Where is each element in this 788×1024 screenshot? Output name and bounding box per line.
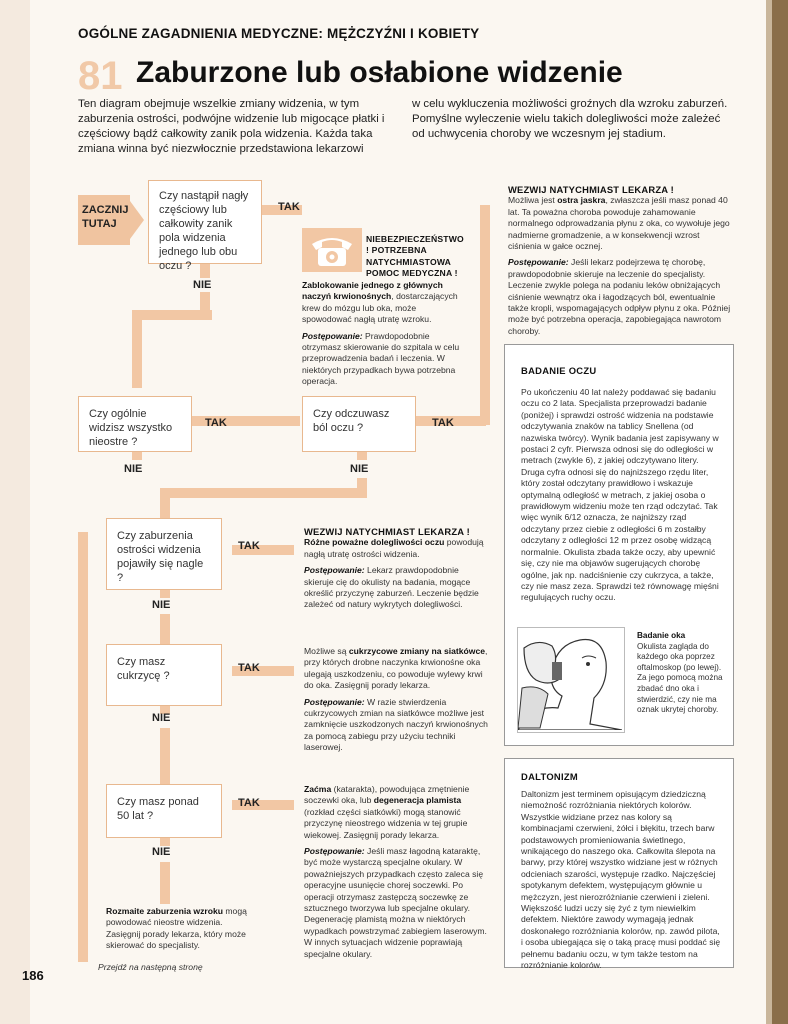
color-blindness-text: Daltonizm jest terminem opisującym dziedziczną niemożność rozróżniania niektórych kolorów. Wszystkie widziane przez nas kolory są kombinacjami czerwieni, żółci i błękitu, trzech barw podstawowych promieniowania świetlnego, wnikającego do naszego oka. Całkowita ślepota na barwy, przy której wszystko widziane jest w różnych odcieniach szarości, występuje rzadko. Najczęściej spotykanym defektem, występującym głównie u mężczyzn, jest nierozróżnianie czerwieni i zieleni. Większość ludzi uczy się żyć z tym niewielkim defektem. Niektóre zawody wymagają jednak doskonałego rozróżniania kolorów, np. zawód pilota, i osoba ubiegająca się o taką pracę musi poddać się pełnemu badaniu oczu, w tym także testom na rozróżnianie kolorów. — [521, 789, 721, 971]
yes-label: TAK — [238, 540, 260, 552]
glaucoma-text: WEZWIJ NATYCHMIAST LEKARZA ! Możliwa jest ostra jaskra, zwłaszcza jeśli masz ponad 40 lat. Ta poważna choroba powoduje zahamowanie normalnego odprowadzania płynu z oka, co wywołuje jego nadmierne gromadzenie, a w konsekwencji wzrost ciśnienia w gałce ocznej. Postępowanie: Jeśli lekarz podejrzewa tę chorobę, prawdopodobnie skieruje na leczenie do specjalisty. Leczenie zwykle polega na podaniu leków obniżających ciśnienie wewnątrz oka i łagodzących ból, ewentualnie także kropli, wspomagających odpływ płynu z oka. Później może być potrzebna operacja, zapobiegająca nawrotom choroby. — [508, 184, 734, 337]
yes-label: TAK — [238, 662, 260, 674]
eye-exam-illustration — [517, 627, 625, 733]
connector-path — [160, 862, 170, 904]
question-blurry: Czy ogólnie widzisz wszystko nieostre ? — [78, 396, 192, 452]
connector-no-q2 — [132, 452, 142, 460]
question-eye-pain: Czy odczuwasz ból oczu ? — [302, 396, 416, 452]
next-page-note: Przejdź na następną stronę — [98, 962, 203, 972]
question-over-50: Czy masz ponad 50 lat ? — [106, 784, 222, 838]
question-sudden: Czy zaburzenia ostrości widzenia pojawiły się nagle ? — [106, 518, 222, 590]
no-label: NIE — [152, 712, 171, 724]
page-title: Zaburzone lub osłabione widzenie — [136, 56, 623, 89]
connector-path — [160, 488, 170, 518]
color-blindness-panel — [504, 758, 734, 971]
connector-no-q3 — [357, 452, 367, 460]
eye-exam-heading: BADANIE OCZU — [521, 365, 597, 376]
diabetes-text: Możliwe są cukrzycowe zmiany na siatkówce, przy których drobne naczynka krwionośne oka ulegają uszkodzeniu, co powoduje wylewy krwi do oka. Zasięgnij porady lekarza. Postępowanie: W razie stwierdzenia cukrzycowych zmian na siatkówce możliwe jest zamknięcie uszkodzonych naczyń krwionośnych za pomocą zabiegu przy użyciu techniki laserowej. — [304, 646, 488, 753]
no-label: NIE — [152, 846, 171, 858]
no-label: NIE — [124, 463, 143, 475]
intro-right: w celu wykluczenia możliwości groźnych dla wzroku zaburzeń. Pomyślne wyleczenie wielu takich dolegliwości może zależeć od uchwycenia choroby we wczesnym jej stadium. — [412, 98, 728, 140]
emergency-text: Zablokowanie jednego z głównych naczyń krwionośnych, dostarczających krew do mózgu lub oka, może spowodować nagłą utratę wzroku. Postępowanie: Prawdopodobnie otrzymasz skierowanie do szpitala w celu przeprowadzenia badań i leczenia. W niektórych przypadkach bywa potrzebna operacja. — [302, 280, 460, 387]
eye-exam-caption: Badanie oka Okulista zagląda do każdego oka poprzez oftalmoskop (po lewej). Za jego pomocą można zbadać dno oka i stwierdzić, czy nie ma oznak ukrytej choroby. — [637, 631, 723, 715]
emergency-bold: Zablokowanie jednego z głównych naczyń krwionośnych — [302, 280, 443, 302]
eye-exam-text: Po ukończeniu 40 lat należy poddawać się badaniu oczu co 2 lata. Specjalista przeprowadzi badanie (poniżej) i sprawdzi ostrość widzenia na podstawie odczytywania znaków na tablicy Snellena (od nazwiska twórcy). Wynik badania jest zapisywany w postaci 2 cyfr. Pierwsza odnosi się do odległości w metrach (zwykle 6), z jakiej odczytywano litery. Druga cyfra odnosi się do najniższego rzędu liter, który został odczytany prawidłowo i wskazuje optymalną odległość w metrach, z jakiej osoba o prawidłowym widzeniu może ten rząd odczytać. Tak więc wynik 6/12 oznacza, że najniższy rząd odczytany przez ciebie z odległości 6 m zostałby odczytany z odległości 12 m przez osobę widzącą normalnie. Okulista zbada także oczy, aby upewnić się, czy nie ma objawów sugerujących chorobę ogólne, jak np. nadciśnienie czy cukrzyca, a także, czy nie masz zeza. Sprawdzi też równowagę mięśni regulujących ruchy oczu. — [521, 387, 719, 603]
emergency-heading: NIEBEZPIECZEŃSTWO ! POTRZEBNA NATYCHMIASTOWA POMOC MEDYCZNA ! — [366, 234, 464, 279]
chapter-header: OGÓLNE ZAGADNIENIA MEDYCZNE: MĘŻCZYŹNI I KOBIETY — [78, 26, 480, 41]
connector-path — [160, 728, 170, 784]
eye-exam-panel — [504, 344, 734, 746]
connector-path — [160, 614, 170, 644]
connector-no-q4 — [160, 590, 170, 598]
various-text: Rozmaite zaburzenia wzroku mogą powodować nieostre widzenia. Zasięgnij porady lekarza, który może skierować do specjalisty. — [106, 906, 247, 951]
start-marker: ZACZNIJ TUTAJ — [78, 195, 130, 245]
yes-label: TAK — [432, 417, 454, 429]
cataract-text: Zaćma (katarakta), powodująca zmętnienie soczewki oka, lub degeneracja plamista (rozkład części siatkówki) mogą stanowić przyczynę nieostrego widzenia w tej grupie wiekowej. Zasięgnij porady lekarza. Postępowanie: Jeśli masz łagodną kataraktę, być może wystarczą specjalne okulary. W poważniejszych przypadkach często zaleca się operacyjne usunięcie chorej soczewki. Po operacji otrzymasz zastępczą soczewkę ze sztucznego tworzywa lub specjalne okulary. Degenerację plamistą można w niektórych wypadkach powstrzymać zabiegiem laserowym. W innych sytuacjach widzenie poprawiają specjalne okulary. — [304, 784, 487, 959]
connector-to-glaucoma — [480, 205, 490, 425]
no-label: NIE — [152, 599, 171, 611]
no-label: NIE — [193, 279, 212, 291]
page-number: 186 — [22, 968, 44, 983]
question-diabetes: Czy masz cukrzycę ? — [106, 644, 222, 706]
telephone-icon — [302, 228, 362, 272]
connector-path — [160, 488, 367, 498]
glaucoma-heading: WEZWIJ NATYCHMIAST LEKARZA ! — [508, 184, 674, 195]
eye-exam-caption-title: Badanie oka — [637, 631, 686, 640]
question-vision-loss: Czy nastąpił nagły częściowy lub całkowity zanik pola widzenia jednego lub obu oczu ? — [148, 180, 262, 264]
sudden-heading: WEZWIJ NATYCHMIAST LEKARZA ! — [304, 526, 470, 537]
yes-label: TAK — [205, 417, 227, 429]
connector-left-rail — [78, 532, 88, 962]
connector-path — [132, 310, 142, 388]
yes-label: TAK — [238, 797, 260, 809]
color-blindness-heading: DALTONIZM — [521, 771, 579, 782]
sudden-text: WEZWIJ NATYCHMIAST LEKARZA ! Różne poważne dolegliwości oczu powodują nagłą utratę ostrości widzenia. Postępowanie: Lekarz prawdopodobnie skieruje cię do okulisty na badania, mogące określić przyczynę zaburzeń. Leczenie będzie zależeć od natury wykrytych dolegliwości. — [304, 526, 490, 611]
intro-left: Ten diagram obejmuje wszelkie zmiany widzenia, w tym zaburzenia ostrości, podwójne widzenie lub migocące płatki i częściowy bądź całkowity zanik pola widzenia. Każda taka zmiana winna być niezwłocznie przedstawiona lekarzowi — [78, 98, 385, 155]
section-number: 81 — [78, 54, 123, 98]
no-label: NIE — [350, 463, 369, 475]
connector-no-q1 — [200, 262, 210, 278]
binding-edge-dark — [772, 0, 788, 1024]
yes-label: TAK — [278, 201, 300, 213]
connector-path — [200, 292, 210, 320]
connector-no-q6 — [160, 838, 170, 846]
